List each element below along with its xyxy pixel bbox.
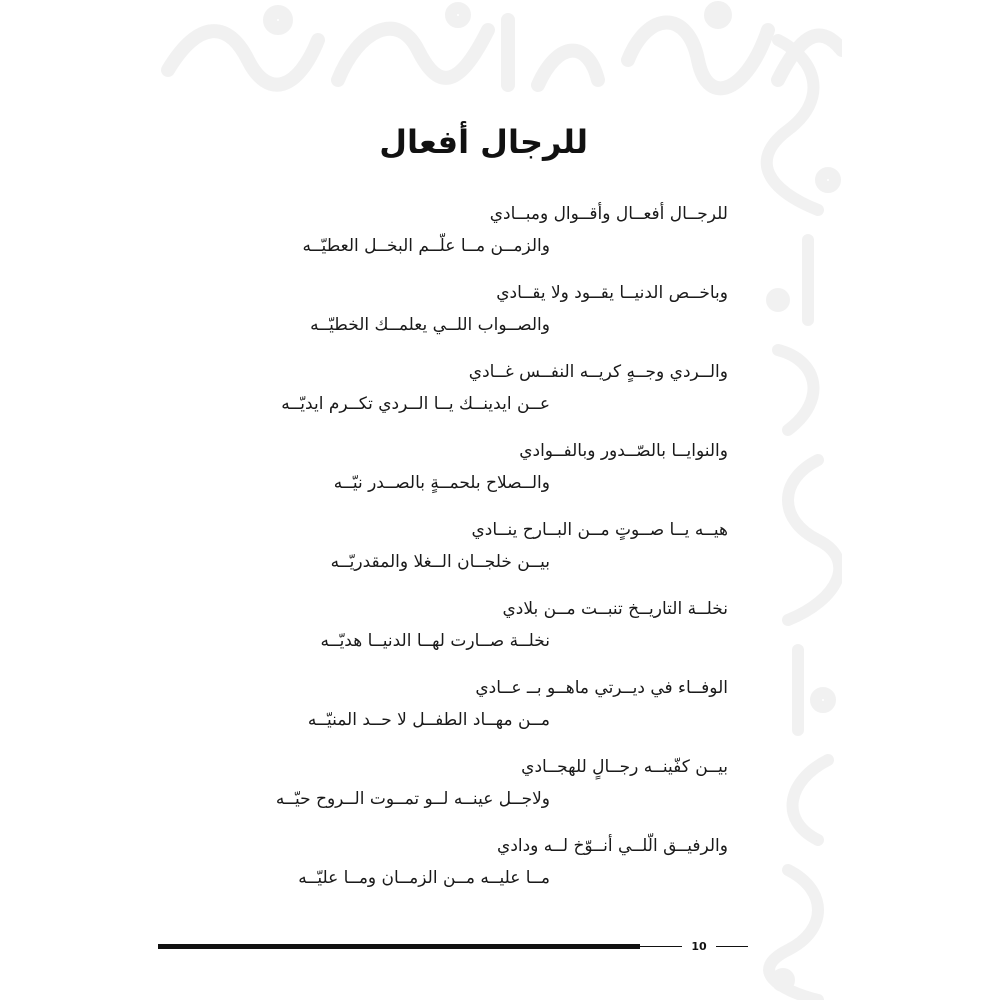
verse-line: والنوايــا بالصّــدور وبالفــوادي — [519, 441, 728, 461]
decorative-calligraphy-pattern-right — [758, 0, 842, 1000]
footer-divider — [716, 946, 748, 947]
stanza — [276, 751, 728, 830]
footer-divider — [640, 946, 682, 947]
verse-line: ولاجــل عينــه لــو تمــوت الــروح حيّــه — [275, 789, 550, 809]
poem-body — [276, 198, 728, 909]
stanza — [276, 277, 728, 356]
verse-line: والــردي وجــهٍ كريــه النفــس غــادي — [468, 362, 728, 382]
verse-line: نخلــة صــارت لهــا الدنيــا هديّــه — [320, 631, 550, 651]
stanza — [276, 356, 728, 435]
verse-line: مــن مهــاد الطفــل لا حــد المنيّــه — [307, 710, 550, 730]
page-number: 10 — [691, 940, 707, 953]
stanza — [276, 593, 728, 672]
verse-line: هيــه يــا صــوتٍ مــن البــارح ينــادي — [471, 520, 728, 540]
stanza — [276, 514, 728, 593]
verse-line: نخلــة التاريــخ تنبــت مــن بلادي — [502, 599, 728, 619]
footer-bar — [158, 944, 640, 949]
page — [158, 0, 842, 1000]
verse-line: والرفيــق الّلــي أنــوّخ لــه ودادي — [497, 836, 728, 856]
verse-line: مــا عليــه مــن الزمــان ومــا عليّــه — [298, 868, 550, 888]
verse-line: والــصلاح بلحمــةٍ بالصــدر نيّــه — [333, 473, 550, 493]
stanza — [276, 830, 728, 909]
verse-line: للرجــال أفعــال وأقــوال ومبــادي — [489, 204, 728, 224]
verse-line: الوفــاء في ديــرتي ماهــو بــ عــادي — [475, 678, 728, 698]
verse-line: والصــواب اللــي يعلمــك الخطيّــه — [310, 315, 550, 335]
verse-line: وباخــص الدنيــا يقــود ولا يقــادي — [496, 283, 728, 303]
stanza — [276, 435, 728, 514]
verse-line: عــن ايدينــك يــا الــردي تكــرم ايديّــه — [281, 394, 550, 414]
poem-title: للرجال أفعال — [379, 123, 588, 161]
stanza — [276, 672, 728, 751]
stanza — [276, 198, 728, 277]
verse-line: والزمــن مــا علّــم البخــل العطيّــه — [302, 236, 550, 256]
verse-line: بيــن كفّينــه رجــالٍ للهجــادي — [521, 757, 728, 777]
verse-line: بيــن خلجــان الــغلا والمقدريّــه — [330, 552, 550, 572]
decorative-calligraphy-pattern-top — [158, 0, 842, 100]
